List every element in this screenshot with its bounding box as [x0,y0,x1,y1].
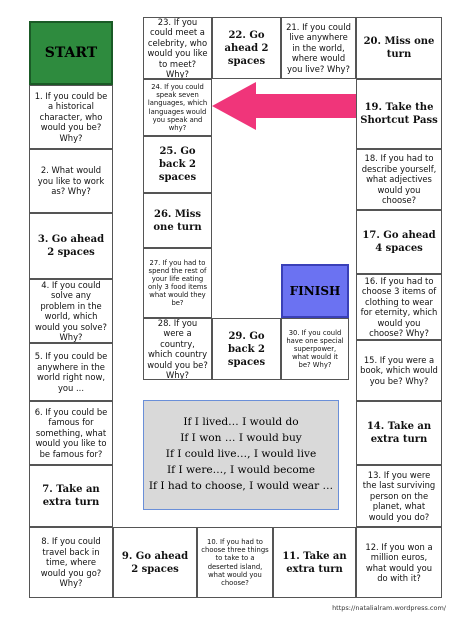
square-25[interactable]: 25. Go back 2 spaces [143,136,212,193]
square-23[interactable]: 23. If you could meet a celebrity, who would you like to meet? Why? [143,17,212,79]
square-20[interactable]: 20. Miss one turn [356,17,442,79]
square-3[interactable]: 3. Go ahead 2 spaces [29,213,113,279]
square-16[interactable]: 16. If you had to choose 3 items of clothing to wear for eternity, which would you choose? Why? [356,274,442,340]
square-22[interactable]: 22. Go ahead 2 spaces [212,17,281,79]
square-19[interactable]: 19. Take the Shortcut Pass [356,79,442,149]
square-9[interactable]: 9. Go ahead 2 spaces [113,527,197,598]
square-6[interactable]: 6. If you could be famous for something, what would you like to be famous for? [29,401,113,465]
square-5[interactable]: 5. If you could be anywhere in the world right now, you ... [29,343,113,401]
square-29[interactable]: 29. Go back 2 spaces [212,318,281,380]
finish-square[interactable]: FINISH [281,264,349,318]
square-15[interactable]: 15. If you were a book, which would you be? Why? [356,340,442,401]
phrase-line: If I lived… I would do [183,416,299,429]
square-18[interactable]: 18. If you had to describe yourself, what adjectives would you choose? [356,149,442,210]
square-24[interactable]: 24. If you could speak seven languages, which languages would you speak and why? [143,79,212,136]
square-13[interactable]: 13. If you were the last surviving person on the planet, what would you do? [356,465,442,527]
square-1[interactable]: 1. If you could be a historical character, who would you be? Why? [29,85,113,149]
phrase-line: If I were…, I would become [166,463,316,476]
footer-url: https://natalialram.wordpress.com/ [332,604,446,612]
square-28[interactable]: 28. If you were a country, which country would you be? Why? [143,318,212,380]
square-8[interactable]: 8. If you could travel back in time, where would you go? Why? [29,527,113,598]
square-4[interactable]: 4. If you could solve any problem in the world, which would you solve? Why? [29,279,113,343]
square-12[interactable]: 12. If you won a million euros, what would you do with it? [356,527,442,598]
phrase-box [143,400,339,510]
square-14[interactable]: 14. Take an extra turn [356,401,442,465]
square-2[interactable]: 2. What would you like to work as? Why? [29,149,113,213]
phrase-line: If I could live…, I would live [165,448,317,461]
square-7[interactable]: 7. Take an extra turn [29,465,113,527]
phrase-line: If I had to choose, I would wear … [148,479,334,492]
square-26[interactable]: 26. Miss one turn [143,193,212,248]
square-10[interactable]: 10. If you had to choose three things to take to a deserted island, what would you choose? [197,527,273,598]
shortcut-arrow-icon [212,82,356,130]
square-21[interactable]: 21. If you could live anywhere in the world, where would you live? Why? [281,17,356,79]
square-11[interactable]: 11. Take an extra turn [273,527,356,598]
square-17[interactable]: 17. Go ahead 4 spaces [356,210,442,274]
start-square[interactable]: START [29,21,113,85]
square-27[interactable]: 27. If you had to spend the rest of your life eating only 3 food items what would they be? [143,248,212,318]
square-30[interactable]: 30. If you could have one special superpower, what would it be? Why? [281,318,349,380]
phrase-line: If I won … I would buy [180,432,302,445]
